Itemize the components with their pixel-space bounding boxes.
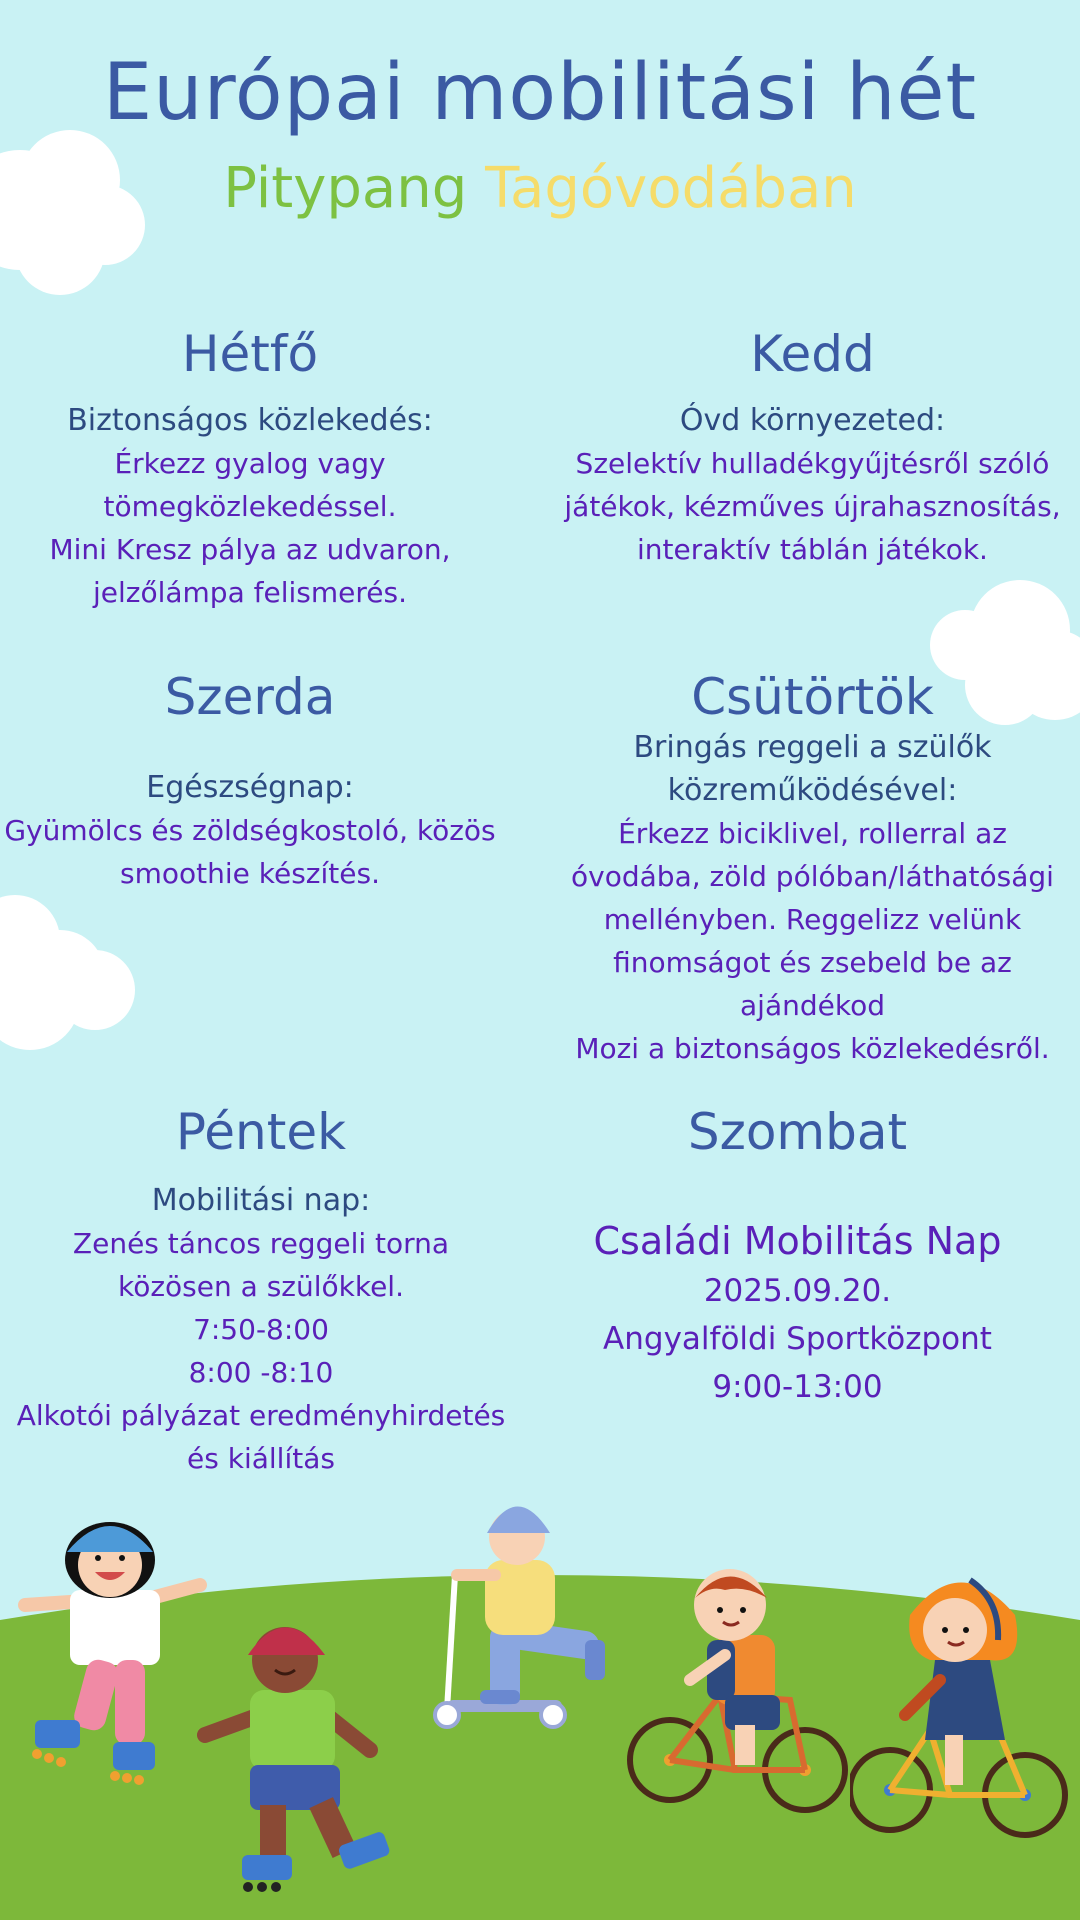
day-monday	[0, 325, 500, 614]
child-on-bicycle-icon	[625, 1560, 855, 1820]
event-place: Angyalföldi Sportközpont	[603, 1321, 992, 1357]
day-heading-wednesday: Szerda	[164, 668, 336, 726]
body-line: Gyümölcs és zöldségkostoló, közös	[4, 814, 496, 847]
body-line: Érkezz biciklivel, rollerral az	[618, 817, 1007, 850]
day-body-thursday	[555, 812, 1070, 1070]
topic-line: közreműködésével:	[667, 773, 958, 808]
day-heading-tuesday: Kedd	[750, 325, 875, 383]
body-line: közösen a szülőkkel.	[118, 1270, 404, 1303]
day-wednesday	[0, 668, 500, 895]
day-heading-friday: Péntek	[175, 1103, 347, 1161]
day-heading-monday: Hétfő	[181, 325, 319, 383]
day-thursday	[555, 668, 1070, 1070]
day-body-tuesday	[550, 442, 1075, 571]
day-body-monday	[0, 442, 500, 614]
body-line: Mini Kresz pálya az udvaron,	[49, 533, 451, 566]
day-tuesday	[550, 325, 1075, 571]
child-rollerblading-icon	[190, 1600, 415, 1900]
day-heading-saturday: Szombat	[687, 1103, 908, 1161]
topic-line: Bringás reggeli a szülők	[633, 730, 992, 765]
body-line: mellényben. Reggelizz velünk	[603, 903, 1022, 936]
body-line: smoothie készítés.	[120, 857, 380, 890]
body-line: finomságot és zsebeld be az	[613, 946, 1012, 979]
body-line: játékok, kézműves újrahasznosítás,	[564, 490, 1061, 523]
body-line: Mozi a biztonságos közlekedésről.	[575, 1032, 1050, 1065]
child-on-scooter-icon	[425, 1475, 615, 1735]
body-line: Szelektív hulladékgyűjtésről szóló	[575, 447, 1050, 480]
body-line: Alkotói pályázat eredményhirdetés	[16, 1399, 506, 1432]
day-topic-tuesday: Óvd környezeted:	[679, 403, 946, 438]
body-line: tömegközlekedéssel.	[103, 490, 397, 523]
event-name: Családi Mobilitás Nap	[593, 1219, 1002, 1263]
cloud-icon	[0, 870, 150, 1060]
day-body-friday	[0, 1222, 522, 1480]
body-line: óvodába, zöld pólóban/láthatósági	[571, 860, 1054, 893]
body-line: 8:00 -8:10	[188, 1356, 334, 1389]
body-line: interaktív táblán játékok.	[637, 533, 988, 566]
page-subtitle	[0, 156, 1080, 221]
day-saturday	[540, 1103, 1055, 1411]
day-body-wednesday	[0, 809, 500, 895]
child-rollerblading-icon	[5, 1510, 215, 1800]
body-line: Érkezz gyalog vagy	[114, 447, 386, 480]
subtitle-part-tagovoda: Tagóvodában	[485, 156, 857, 221]
day-topic-wednesday: Egészségnap:	[146, 770, 354, 805]
subtitle-part-pitypang: Pitypang	[223, 156, 468, 221]
day-topic-monday: Biztonságos közlekedés:	[67, 403, 433, 438]
body-line: Zenés táncos reggeli torna	[72, 1227, 450, 1260]
event-date: 2025.09.20.	[703, 1273, 892, 1309]
day-friday	[0, 1103, 522, 1480]
body-line: 7:50-8:00	[193, 1313, 329, 1346]
body-line: jelzőlámpa felismerés.	[92, 576, 407, 609]
day-topic-thursday	[555, 726, 1070, 812]
body-line: és kiállítás	[187, 1442, 335, 1475]
body-line: ajándékod	[740, 989, 885, 1022]
day-heading-thursday: Csütörtök	[691, 668, 934, 726]
event-time: 9:00-13:00	[712, 1369, 883, 1405]
page-title: Európai mobilitási hét	[102, 48, 978, 138]
day-topic-friday: Mobilitási nap:	[151, 1183, 371, 1218]
child-on-bicycle-icon	[850, 1570, 1080, 1840]
